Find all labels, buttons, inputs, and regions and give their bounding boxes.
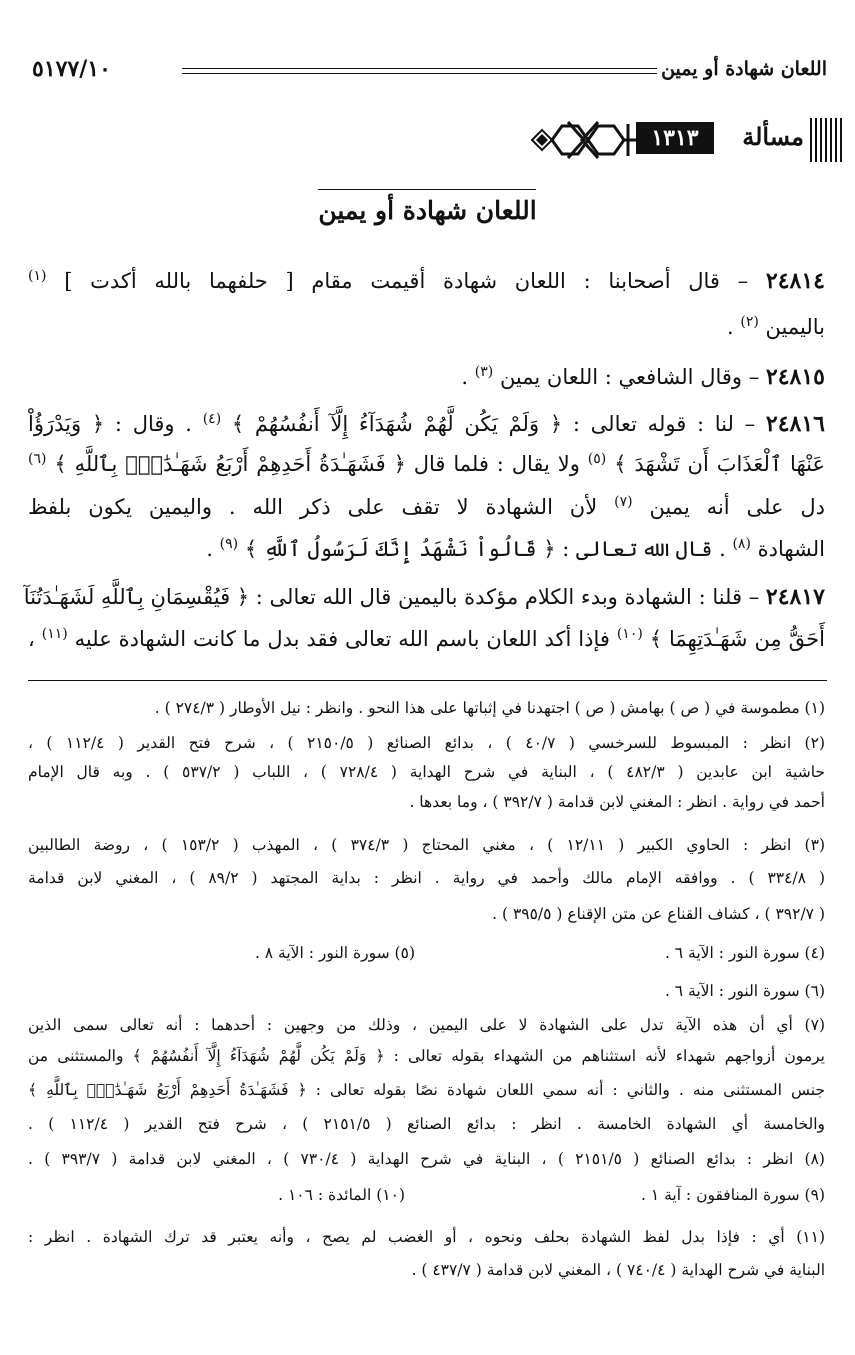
body-text: .: [206, 537, 213, 561]
footnote-item: (٦) سورة النور : الآية ٦ .: [664, 982, 825, 1000]
masala-number: ١٣١٣: [636, 122, 714, 154]
footnote-ref[interactable]: (١٠): [616, 626, 643, 642]
running-header-title: اللعان شهادة أو يمين: [661, 58, 827, 80]
footnote-separator: [28, 680, 827, 681]
body-text: أَحَقُّ مِن شَهَـٰدَتِهِمَا ﴾: [649, 627, 825, 651]
title-overline: [318, 189, 536, 190]
body-line: [28, 451, 825, 476]
footnote-line: ( ٣٩٢/٧ ) ، كشاف القناع عن متن الإقناع ( ٣٩٥/٥ ) .: [492, 905, 825, 923]
footnote-line: حاشية ابن عابدين ( ٤٨٢/٣ ) ، البناية في شرح الهداية ( ٧٢٨/٤ ) ، اللباب ( ٥٣٧/٢ ) . وبه قال الإمام: [28, 763, 825, 781]
footnote-ref[interactable]: (١١): [41, 626, 68, 642]
footnote-item: (٩) سورة المنافقون : آية ١ .: [640, 1186, 825, 1204]
running-header: [32, 58, 827, 92]
footnote-ref[interactable]: (١): [28, 268, 47, 284]
body-text: لأن الشهادة لا تقف على ذكر الله . واليمين يكون بلفظ: [28, 495, 598, 519]
footnote-line: (٧) أي أن هذه الآية تدل على الشهادة لا على اليمين ، وذلك من وجهين : أحدهما : أنه تعالى سمى الذين: [28, 1016, 825, 1034]
body-text: فإذا أكد اللعان باسم الله تعالى فقد بدل ما كانت الشهادة عليه: [74, 627, 610, 651]
header-rule-double: [182, 73, 657, 74]
paragraph-number: ٢٤٨١٥: [765, 364, 825, 390]
footnote-line: (١١) أي : فإذا بدل لفظ الشهادة بحلف ونحوه ، أو الغضب لم يصح ، وأنه يعتبر قد ترك الشهادة . انظر :: [28, 1228, 825, 1246]
body-text: – قلنا : الشهادة وبدء الكلام مؤكدة باليمين قال الله تعالى : ﴿ فَيُقْسِمَانِ بِٱللَّهِ لَشَهَـٰدَتُنَآ: [23, 585, 760, 609]
body-text: ولا يقال : فلما قال ﴿ فَشَهَـٰدَةُ أَحَدِهِمْ أَرْبَعُ شَهَـٰدَٰتٍۭ بِٱللَّهِ ﴾: [54, 452, 580, 476]
footnote-ref[interactable]: (٢): [740, 314, 759, 330]
body-line: [727, 314, 825, 339]
footnote-ref[interactable]: (٣): [474, 364, 494, 380]
footnote-ref[interactable]: (٩): [219, 536, 239, 552]
body-text: .: [727, 315, 734, 339]
footnote-line: (٨) انظر : بدائع الصنائع ( ٢١٥١/٥ ) ، البناية في شرح الهداية ( ٧٣٠/٤ ) ، المغني لابن قدامة ( ٣٩٣/٧ ) .: [28, 1150, 825, 1168]
footnote-ref[interactable]: (٤): [202, 411, 222, 427]
footnote-line: (١) مطموسة في ( ص ) بهامش ( ص ) اجتهدنا في إثباتها على هذا النحو . وانظر : نيل الأوطار ( ٢٧٤/٣ ) .: [154, 699, 825, 717]
footnote-ref[interactable]: (٨): [732, 536, 751, 552]
footnote-line: (٣) انظر : الحاوي الكبير ( ١٢/١١ ) ، مغني المحتاج ( ٣٧٤/٣ ) ، المهذب ( ١٥٣/٢ ) ، روضة الطالبين: [28, 836, 825, 854]
body-text: باليمين: [765, 315, 825, 339]
footnote-ref[interactable]: (٥): [587, 451, 607, 467]
header-rule: [182, 68, 657, 69]
body-text: .: [461, 365, 469, 389]
footnote-item: (٤) سورة النور : الآية ٦ .: [664, 944, 825, 962]
body-line: [28, 626, 825, 651]
paragraph-number: ٢٤٨١٧: [765, 584, 825, 610]
footnote-line: أحمد في رواية . انظر : المغني لابن قدامة ( ٣٩٢/٧ ) ، وما بعدها .: [409, 793, 825, 811]
footnote-line: البناية في شرح الهداية ( ٧٤٠/٤ ) ، المغني لابن قدامة ( ٤٣٧/٧ ) .: [411, 1261, 825, 1279]
body-text: – وقال الشافعي : اللعان يمين: [499, 365, 760, 389]
masala-banner: [528, 118, 844, 162]
section-title: اللعان شهادة أو يمين: [318, 196, 537, 225]
body-text: الشهادة: [757, 537, 825, 561]
body-text: دل على أنه يمين: [649, 495, 826, 519]
paragraph-number: ٢٤٨١٤: [765, 268, 825, 294]
paragraph-number: ٢٤٨١٦: [765, 411, 825, 437]
footnote-line: (٢) انظر : المبسوط للسرخسي ( ٤٠/٧ ) ، بدائع الصنائع ( ٢١٥٠/٥ ) ، شرح فتح القدير ( ١١٢/٤ ) ،: [28, 734, 825, 752]
footnote-line: جنس المستثنى منه . والثاني : أنه سمي اللعان شهادة نصًا بقوله تعالى : ﴿ فَشَهَـٰدَةُ أَحَدِهِمْ أَرْبَعُ شَهَـٰدَٰتٍۭ بِٱللَّهِ ﴾: [28, 1081, 825, 1099]
body-text: – قال أصحابنا : اللعان شهادة أقيمت مقام [ حلفهما بالله أكدت ]: [64, 269, 749, 293]
body-line: [28, 268, 825, 294]
body-text: . وقال : ﴿ وَيَدْرَؤُاْ: [28, 412, 192, 436]
knot-ornament-icon: [528, 118, 638, 162]
striped-ornament: [810, 118, 844, 162]
footnote-ref[interactable]: (٦): [28, 451, 47, 467]
footnote-line: والخامسة أي الشهادة الخامسة . انظر : بدائع الصنائع ( ٢١٥١/٥ ) ، شرح فتح القدير ( ١١٢/٤ ) .: [28, 1115, 825, 1133]
body-text: ،: [28, 627, 35, 651]
body-text: – لنا : قوله تعالى : ﴿ وَلَمْ يَكُن لَّهُمْ شُهَدَآءُ إِلَّآ أَنفُسُهُمْ ﴾: [231, 412, 756, 436]
body-line: [28, 411, 825, 437]
footnote-item: (١٠) المائدة : ١٠٦ .: [278, 1186, 405, 1204]
body-line: [28, 494, 825, 519]
body-line: [206, 536, 825, 561]
body-line: [23, 584, 825, 610]
body-text: . قال الله تعالى : ﴿ قَالُواْ نَشْهَدُ إِنَّكَ لَرَسُولُ ٱللَّهِ ﴾: [244, 537, 726, 561]
body-text: عَنْهَا ٱلْعَذَابَ أَن تَشْهَدَ ﴾: [614, 452, 825, 476]
footnote-item: (٥) سورة النور : الآية ٨ .: [254, 944, 415, 962]
page-reference: ٥١٧٧/١٠: [32, 56, 111, 82]
masala-label: مسألة: [742, 122, 804, 151]
footnote-line: ( ٣٣٤/٨ ) . ووافقه الإمام مالك وأحمد في رواية . انظر : بداية المجتهد ( ٨٩/٢ ) ، المغني لابن قدامة: [28, 869, 825, 887]
body-line: [461, 364, 825, 390]
footnote-ref[interactable]: (٧): [614, 494, 633, 510]
footnote-line: يرمون أزواجهم شهداء لأنه استثناهم من الشهداء بقوله تعالى : ﴿ وَلَمْ يَكُن لَّهُمْ شُهَدَآءُ إِلَّآ أَنفُسُهُمْ ﴾ والمستثنى من: [28, 1047, 825, 1065]
